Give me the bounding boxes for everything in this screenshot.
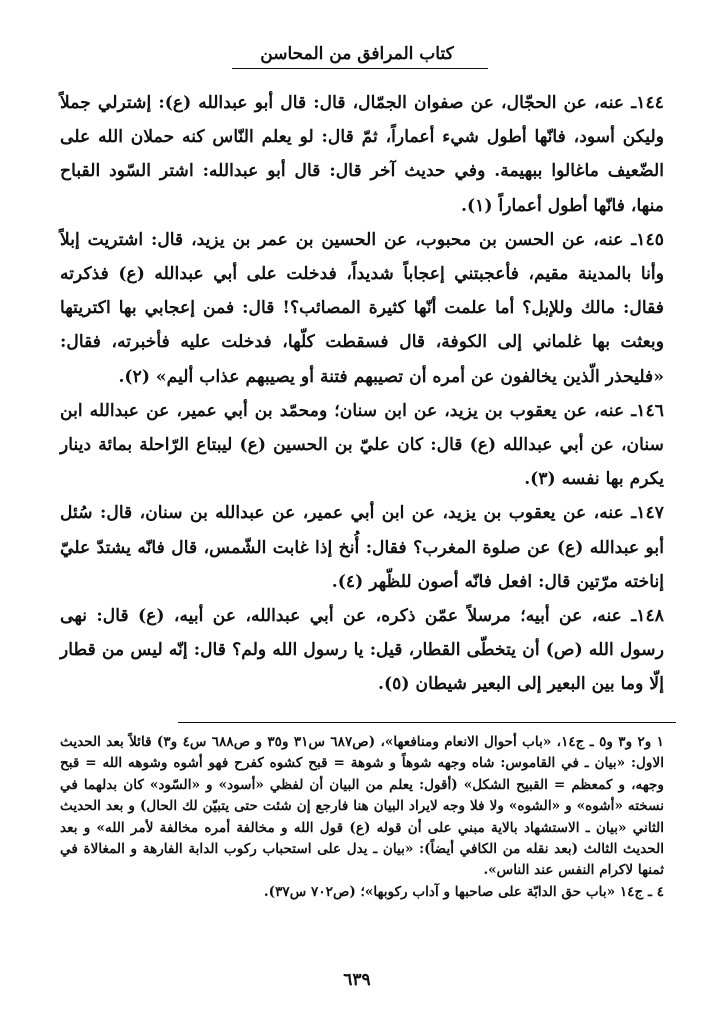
hadith-145 <box>60 223 664 394</box>
hadith-text: ـ عنه، عن الحسن بن محبوب، عن الحسين بن عمر بن يزيد، قال: اشتريت إبلاً وأنا بالمدينة مقيم، فأعجبتني إعجاباً شديداً، فدخلت على أبي عبدالله (ع) فذكرته فقال: مالك وللإبل؟ أما علمت أنّها كثيرة المصائب؟! قال: فمن إعجابي بها اكتريتها وبعثت بها غلماني إلى الكوفة، قال فسقطت كلّها، فدخلت عليه فأخبرته، فقال: «فليحذر الّذين يخالفون عن أمره أن تصيبهم فتنة أو يصيبهم عذاب أليم» (٢). <box>60 229 664 387</box>
hadith-number: ١٤٦ <box>636 400 664 421</box>
hadith-text: ـ عنه، عن يعقوب بن يزيد، عن ابن سنان؛ ومحمّد بن أبي عمير، عن عبدالله ابن سنان، عن أبي عبدالله (ع) قال: كان عليّ بن الحسين (ع) ليبتاع الرّاحلة بمائة دينار يكرم بها نفسه (٣). <box>60 400 664 490</box>
hadith-144 <box>60 86 664 223</box>
hadith-146 <box>60 394 664 497</box>
footnotes <box>60 732 664 903</box>
hadith-number: ١٤٥ <box>636 229 664 250</box>
page-number: ٦٣٩ <box>343 970 371 990</box>
hadith-number: ١٤٨ <box>636 606 664 627</box>
hadith-number: ١٤٧ <box>636 503 664 524</box>
footnote-divider <box>178 722 676 723</box>
footnote-4: ٤ ـ ج١٤ «باب حق الدابّة على صاحبها و آداب ركوبها»؛ (ص٧٠٢ س٣٧). <box>263 883 664 900</box>
hadith-147 <box>60 496 664 599</box>
page-title: كتاب المرافق من المحاسن <box>260 44 454 64</box>
footnote-1235: ١ و٢ و٣ و٥ ـ ج١٤، «باب أحوال الانعام ومنافعها»، (ص٦٨٧ س٣١ و٣٥ و ص٦٨٨ س٤ و٣) قائلاً بعد الحديث الاول: «بيان ـ في القاموس: شاه وجهه شوهاً و شوهة = قبح كشوه كفرح فهو أشوه وشوهه الله = قبح وجهه، و كمعظم = القبيح الشكل» (أقول: يعلم من البيان أن لفظي «أسود» و «السّود» كان بدلهما في نسخته «أشوه» و «الشوه» ولا فلا وجه لايراد البيان هنا فارجع إن شئت حتى يتبيّن لك الحال) و بعد الحديث الثاني «بيان ـ الاستشهاد بالاية مبني على أن قوله (ع) قول الله و مخالفة أمره مخالفة لأمر الله» و بعد الحديث الثالث (بعد نقله من الكافي أيضاً): «بيان ـ يدل على استحباب ركوب الدابة الفارهة و المغالاة في ثمنها لاكرام النفس عند الناس». <box>60 734 664 879</box>
hadith-text: ـ عنه، عن الحجّال، عن صفوان الجمّال، قال: قال أبو عبدالله (ع): إشترلي جملاً وليكن أسود، فانّها أطول شيء أعماراً، ثمّ قال: لو يعلم النّاس كنه حملان الله على الضّعيف ماغالوا ببهيمة. وفي حديث آخر قال: قال أبو عبدالله: اشتر السّود القباح منها، فانّها أطول أعماراً (١). <box>60 93 664 216</box>
hadith-text: ـ عنه، عن أبيه؛ مرسلاً عمّن ذكره، عن أبي عبدالله، عن أبيه، (ع) قال: نهى رسول الله (ص) أن يتخطّى القطار، قيل: يا رسول الله ولم؟ قال: إنّه ليس من قطار إلّا وما بين البعير إلى البعير شيطان (٥). <box>60 606 664 695</box>
hadith-text: ـ عنه، عن يعقوب بن يزيد، عن ابن أبي عمير، عن عبدالله بن سنان، قال: سُئل أبو عبدالله (ع) عن صلوة المغرب؟ فقال: أُنخ إذا غابت الشّمس، قال فانّه يشتدّ عليّ إناخته مرّتين قال: افعل فانّه أصون للظّهر (٤). <box>60 503 664 592</box>
main-text <box>60 86 664 702</box>
hadith-148 <box>60 599 664 702</box>
hadith-number: ١٤٤ <box>636 93 664 113</box>
title-underline <box>232 68 488 69</box>
